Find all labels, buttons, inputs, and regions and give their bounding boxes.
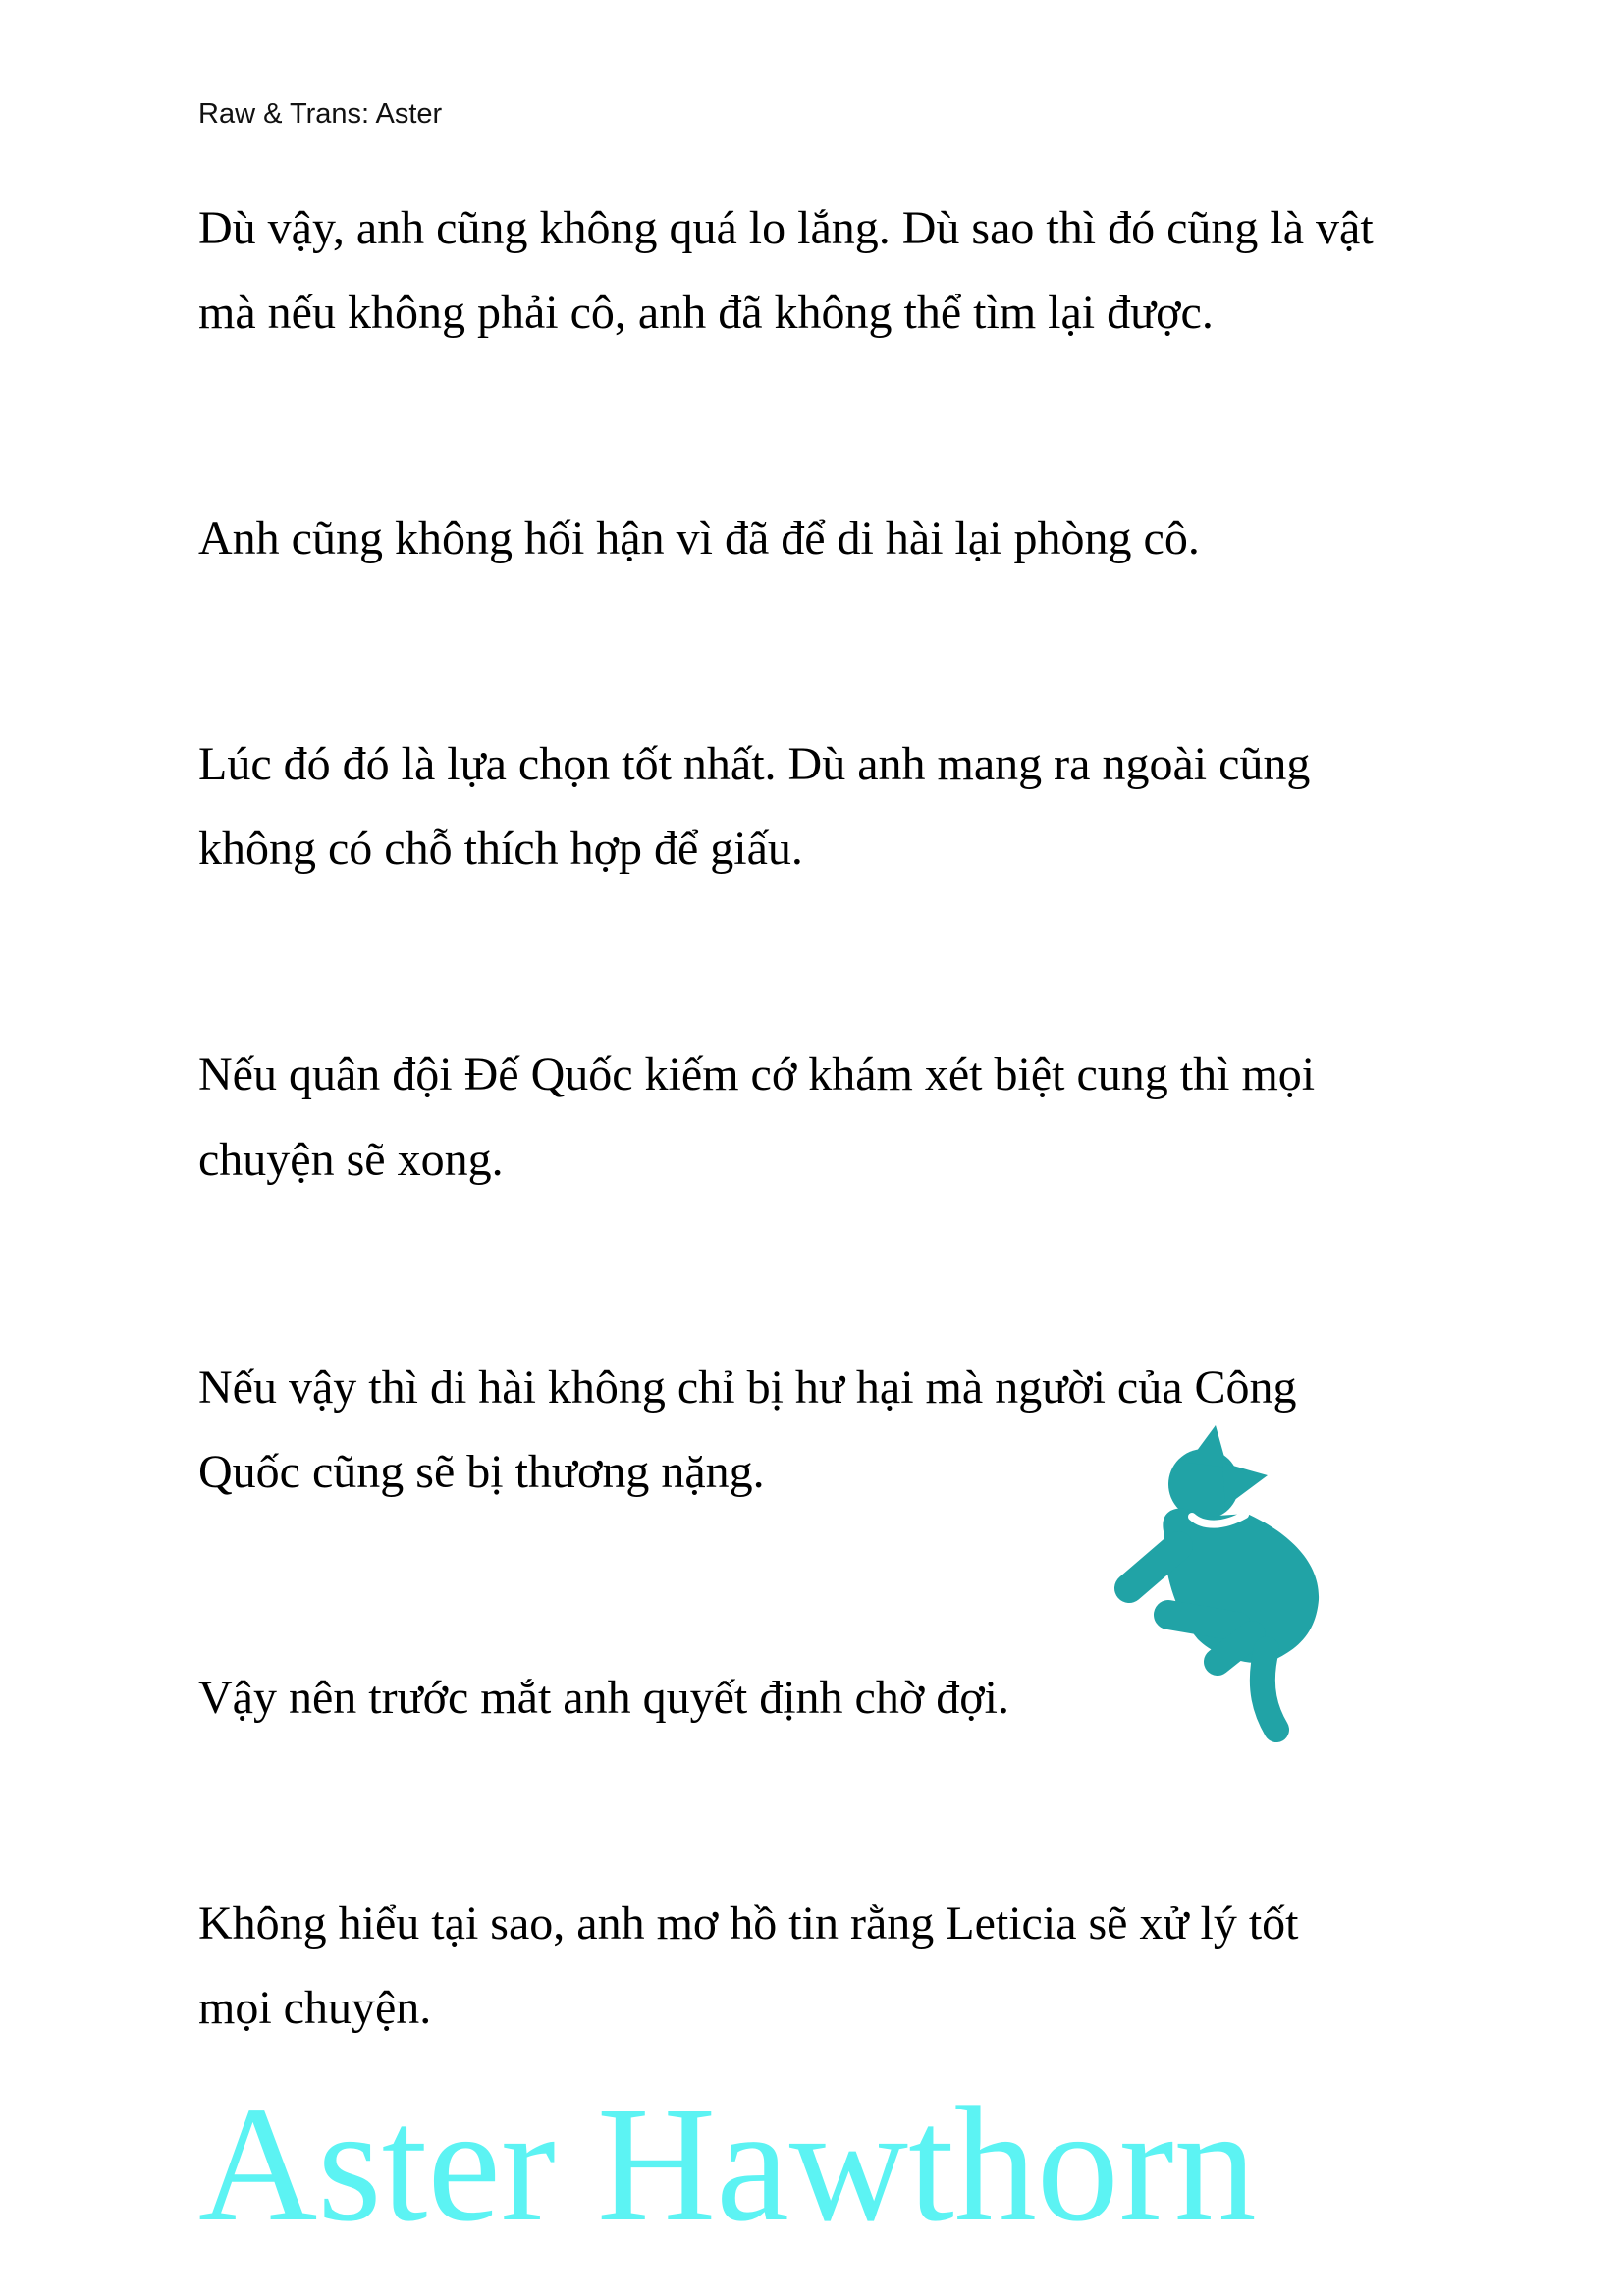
watermark-text: Aster Hawthorn [198,2073,1257,2256]
paragraph-7-line-1: Không hiểu tại sao, anh mơ hồ tin rằng Leticia sẽ xử lý tốt [198,1897,1299,1949]
paragraph-4-line-2: chuyện sẽ xong. [198,1134,504,1186]
paragraph-5-line-1: Nếu vậy thì di hài không chỉ bị hư hại mà người của Công [198,1362,1297,1414]
paragraph-2-line-1: Anh cũng không hối hận vì đã để di hài lại phòng cô. [198,512,1200,564]
paragraph-7-line-2: mọi chuyện. [198,1982,432,2034]
paragraph-1-line-1: Dù vậy, anh cũng không quá lo lắng. Dù sao thì đó cũng là vật [198,202,1374,254]
paragraph-1-line-2: mà nếu không phải cô, anh đã không thể tìm lại được. [198,287,1214,339]
paragraph-3-line-1: Lúc đó đó là lựa chọn tốt nhất. Dù anh mang ra ngoài cũng [198,738,1311,790]
paragraph-4-line-1: Nếu quân đội Đế Quốc kiếm cớ khám xét biệt cung thì mọi [198,1048,1316,1100]
paragraph-3-line-2: không có chỗ thích hợp để giấu. [198,823,803,875]
paragraph-6-line-1: Vậy nên trước mắt anh quyết định chờ đợi. [198,1672,1009,1724]
translator-credit: Raw & Trans: Aster [198,98,443,130]
paragraph-5-line-2: Quốc cũng sẽ bị thương nặng. [198,1446,765,1498]
